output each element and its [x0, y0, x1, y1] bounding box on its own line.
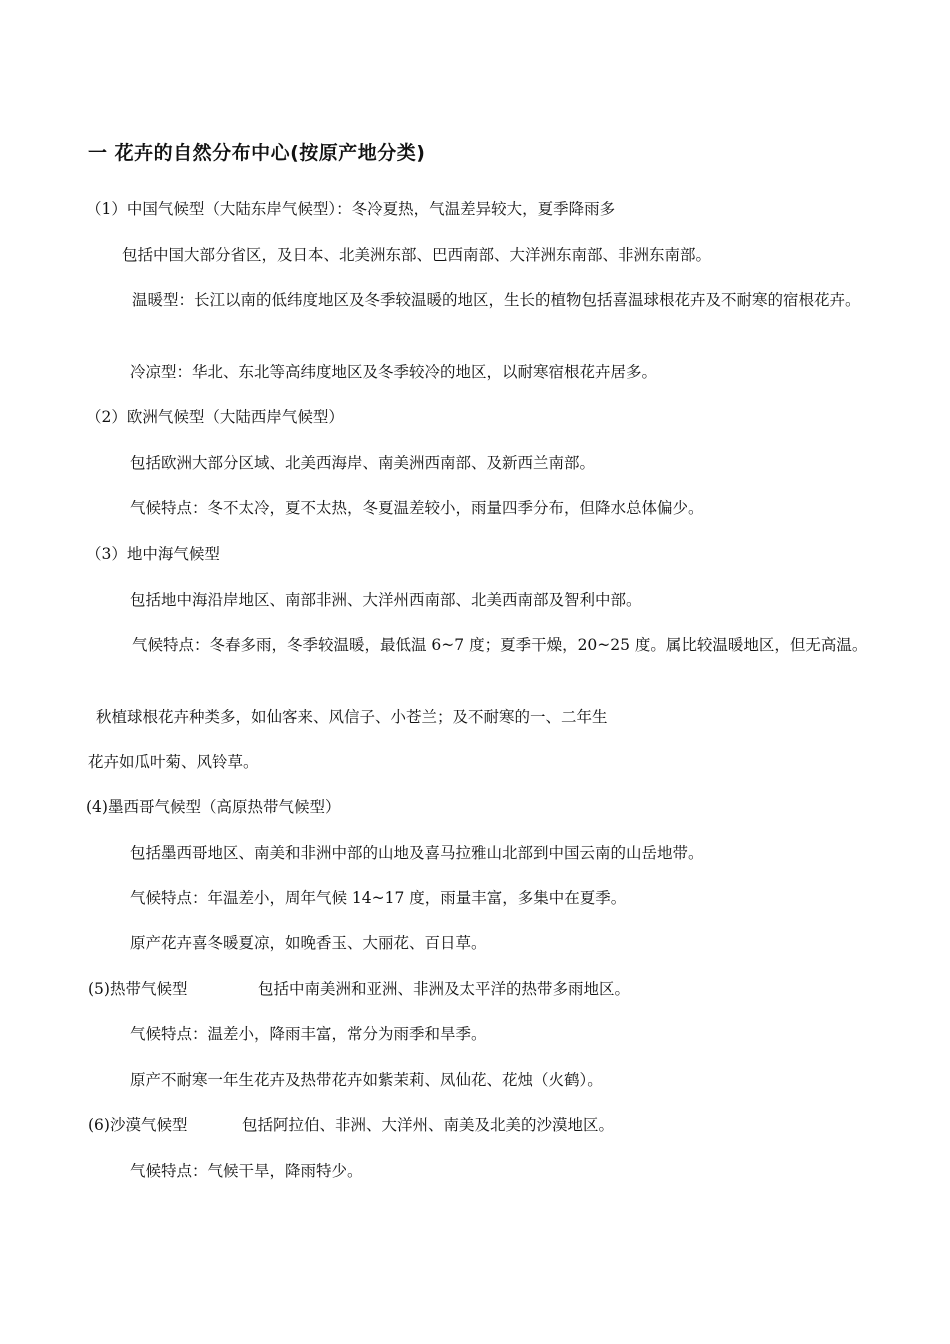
- subsection-heading-6: (6)沙漠气候型: [88, 1116, 188, 1134]
- paragraph-line: 冷凉型：华北、东北等高纬度地区及冬季较冷的地区，以耐寒宿根花卉居多。: [130, 363, 658, 381]
- subsection-description: 包括中南美洲和亚洲、非洲及太平洋的热带多雨地区。: [258, 980, 631, 998]
- paragraph-line: 秋植球根花卉种类多，如仙客来、风信子、小苍兰；及不耐寒的一、二年生: [96, 708, 608, 726]
- paragraph-line: 气候特点：温差小，降雨丰富，常分为雨季和旱季。: [130, 1025, 487, 1043]
- paragraph-line: 包括地中海沿岸地区、南部非洲、大洋州西南部、北美西南部及智利中部。: [130, 591, 642, 609]
- subsection-heading-4: (4)墨西哥气候型（高原热带气候型）: [86, 798, 341, 816]
- paragraph-line: 气候特点：气候干旱，降雨特少。: [130, 1162, 363, 1180]
- paragraph-line: 气候特点：年温差小，周年气候 14~17 度，雨量丰富，多集中在夏季。: [130, 889, 627, 907]
- subsection-heading-2: （2）欧洲气候型（大陆西岸气候型）: [86, 408, 344, 426]
- subsection-description: 包括阿拉伯、非洲、大洋州、南美及北美的沙漠地区。: [242, 1116, 615, 1134]
- subsection-heading-1: （1）中国气候型（大陆东岸气候型）：冬冷夏热，气温差异较大，夏季降雨多: [86, 200, 616, 218]
- paragraph-line: 气候特点：冬不太冷，夏不太热，冬夏温差较小，雨量四季分布，但降水总体偏少。: [130, 499, 704, 517]
- paragraph: 气候特点：冬春多雨，冬季较温暖，最低温 6~7 度；夏季干燥，20~25 度。属比较温暖地区，但无高温。: [132, 636, 868, 654]
- section-title: 一 花卉的自然分布中心(按原产地分类): [88, 142, 426, 164]
- paragraph-line: 原产花卉喜冬暖夏凉，如晚香玉、大丽花、百日草。: [130, 934, 487, 952]
- paragraph-line: 原产不耐寒一年生花卉及热带花卉如紫茉莉、凤仙花、花烛（火鹤）。: [130, 1071, 603, 1089]
- subsection-heading-5: (5)热带气候型: [88, 980, 188, 998]
- subsection-heading-3: （3）地中海气候型: [86, 545, 220, 563]
- paragraph-line: 花卉如瓜叶菊、风铃草。: [88, 753, 259, 771]
- paragraph-line: 包括欧洲大部分区域、北美西海岸、南美洲西南部、及新西兰南部。: [130, 454, 596, 472]
- paragraph: 温暖型：长江以南的低纬度地区及冬季较温暖的地区，生长的植物包括喜温球根花卉及不耐寒的宿根花卉。: [132, 291, 861, 309]
- paragraph-line: 包括墨西哥地区、南美和非洲中部的山地及喜马拉雅山北部到中国云南的山岳地带。: [130, 844, 704, 862]
- paragraph-line: 包括中国大部分省区，及日本、北美洲东部、巴西南部、大洋洲东南部、非洲东南部。: [122, 246, 712, 264]
